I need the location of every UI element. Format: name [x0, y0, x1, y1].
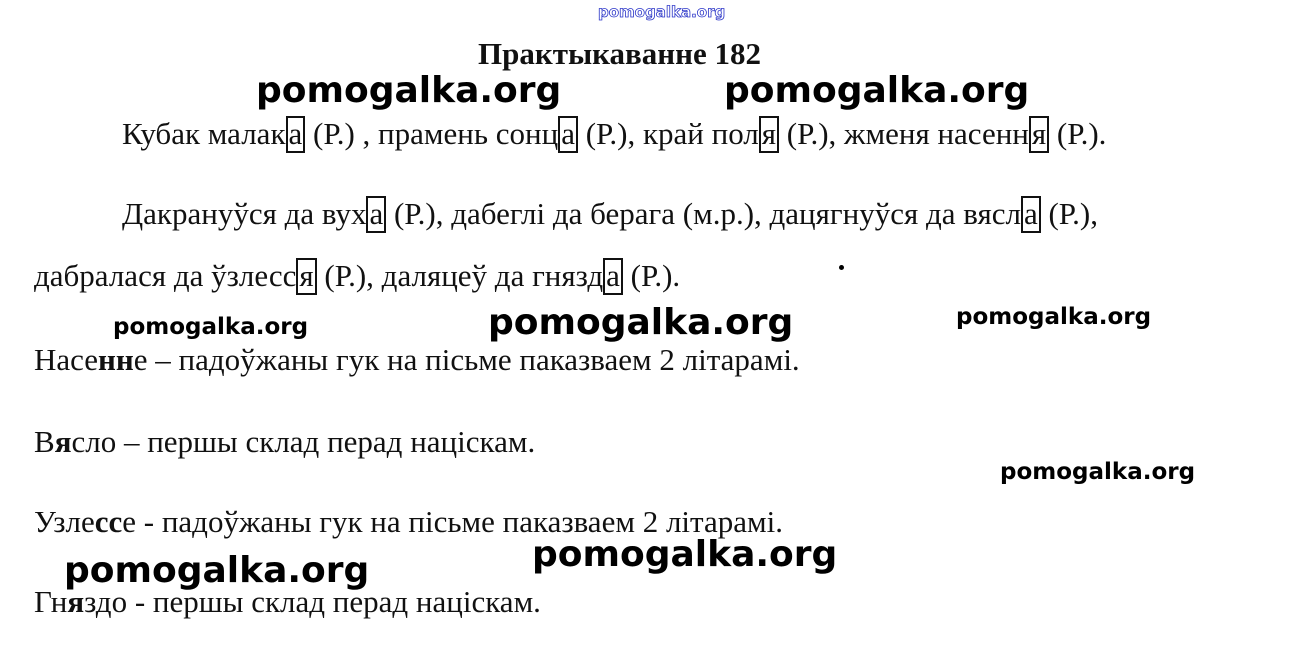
text: здо - першы склад перад націскам. [84, 584, 541, 619]
answer-box: я [1029, 116, 1049, 153]
highlight: я [67, 584, 85, 619]
answer-box: я [759, 116, 779, 153]
watermark-top: pomogalka.org [598, 3, 726, 21]
answer-box: а [603, 258, 623, 295]
text: е – падоўжаны гук на пісьме паказваем 2 літарамі. [133, 342, 800, 377]
paragraph-1 [122, 116, 1106, 153]
text: Насе [34, 342, 99, 377]
stray-dot [839, 265, 844, 270]
text: дабралася да ўзлесс [34, 258, 297, 293]
text: (Р.), жменя насенн [779, 116, 1029, 151]
watermark: pomogalka.org [488, 302, 794, 343]
text: (Р.). [1049, 116, 1107, 151]
text: Узле [34, 504, 95, 539]
answer-box: а [366, 196, 386, 233]
text: (Р.) , прамень сонц [305, 116, 559, 151]
watermark: pomogalka.org [1000, 459, 1196, 485]
watermark: pomogalka.org [532, 534, 838, 575]
paragraph-2 [122, 196, 1098, 233]
highlight: сс [94, 504, 123, 539]
text: Кубак малак [122, 116, 286, 151]
text: Дакрануўся да вух [122, 196, 367, 231]
text: (Р.), край пол [577, 116, 759, 151]
highlight: нн [98, 342, 134, 377]
answer-box: а [1021, 196, 1041, 233]
answer-box: я [296, 258, 316, 295]
text: е - падоўжаны гук на пісьме паказваем 2 літарамі. [122, 504, 783, 539]
note-2 [34, 424, 535, 460]
text: (Р.), даляцеў да гнязд [316, 258, 604, 293]
answer-box: а [286, 116, 306, 153]
text: (Р.), [1040, 196, 1098, 231]
note-1 [34, 342, 800, 378]
text: сло – першы склад перад націскам. [71, 424, 536, 459]
highlight: я [54, 424, 72, 459]
text: Гн [34, 584, 68, 619]
text: (Р.), дабеглі да берага (м.р.), дацягнуўся да вясл [386, 196, 1021, 231]
answer-box: а [558, 116, 578, 153]
text: В [34, 424, 55, 459]
watermark: pomogalka.org [956, 304, 1152, 330]
watermark: pomogalka.org [256, 70, 562, 111]
paragraph-3 [34, 258, 680, 295]
watermark: pomogalka.org [64, 550, 370, 591]
watermark: pomogalka.org [113, 314, 309, 340]
text: (Р.). [622, 258, 681, 293]
watermark: pomogalka.org [724, 70, 1030, 111]
exercise-title: Практыкаванне 182 [478, 36, 762, 71]
